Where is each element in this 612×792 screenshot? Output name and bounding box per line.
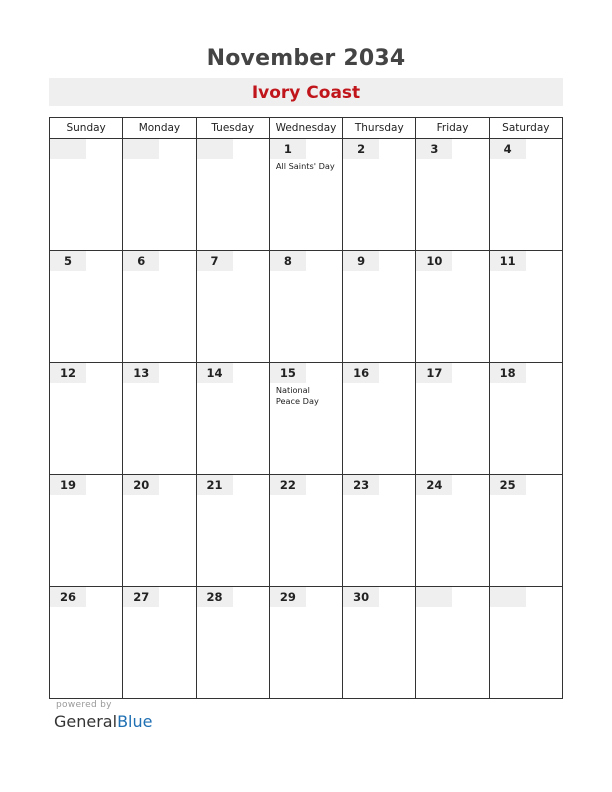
day-cell <box>123 363 196 475</box>
brand-general: General <box>54 712 118 731</box>
day-number: 1 <box>270 139 306 159</box>
day-number: 26 <box>50 587 86 607</box>
day-number <box>197 139 233 159</box>
day-cell <box>50 587 123 699</box>
day-number <box>416 587 452 607</box>
weekday-header-row <box>50 118 563 139</box>
day-cell <box>343 139 416 251</box>
day-cell <box>416 139 489 251</box>
day-number: 29 <box>270 587 306 607</box>
day-cell <box>50 139 123 251</box>
day-number: 12 <box>50 363 86 383</box>
day-number: 19 <box>50 475 86 495</box>
day-cell <box>196 475 269 587</box>
day-cell <box>196 363 269 475</box>
day-cell <box>269 139 342 251</box>
day-number: 11 <box>490 251 526 271</box>
day-cell <box>343 363 416 475</box>
day-cell <box>269 363 342 475</box>
day-number: 22 <box>270 475 306 495</box>
day-cell <box>50 251 123 363</box>
day-number: 5 <box>50 251 86 271</box>
day-number: 17 <box>416 363 452 383</box>
day-number: 8 <box>270 251 306 271</box>
day-cell <box>489 363 562 475</box>
weekday-friday: Friday <box>416 118 489 139</box>
day-cell <box>343 251 416 363</box>
day-cell <box>196 251 269 363</box>
day-cell <box>416 587 489 699</box>
day-cell <box>269 587 342 699</box>
day-number <box>490 587 526 607</box>
day-number: 18 <box>490 363 526 383</box>
day-number: 16 <box>343 363 379 383</box>
day-number: 23 <box>343 475 379 495</box>
day-cell <box>343 475 416 587</box>
weekday-monday: Monday <box>123 118 196 139</box>
weekday-sunday: Sunday <box>50 118 123 139</box>
day-cell <box>416 251 489 363</box>
week-row <box>50 475 563 587</box>
day-number: 24 <box>416 475 452 495</box>
day-cell <box>489 139 562 251</box>
generalblue-logo[interactable] <box>54 712 152 731</box>
day-number: 25 <box>490 475 526 495</box>
day-number <box>123 139 159 159</box>
day-cell <box>123 587 196 699</box>
powered-by-text: powered by <box>56 700 112 710</box>
day-cell <box>50 363 123 475</box>
day-cell <box>489 587 562 699</box>
day-number: 21 <box>197 475 233 495</box>
day-number: 13 <box>123 363 159 383</box>
day-number: 27 <box>123 587 159 607</box>
day-number: 4 <box>490 139 526 159</box>
day-number: 20 <box>123 475 159 495</box>
day-cell <box>416 475 489 587</box>
day-number: 14 <box>197 363 233 383</box>
day-cell <box>416 363 489 475</box>
day-number <box>50 139 86 159</box>
day-number: 2 <box>343 139 379 159</box>
day-number: 9 <box>343 251 379 271</box>
weekday-wednesday: Wednesday <box>269 118 342 139</box>
weekday-thursday: Thursday <box>343 118 416 139</box>
day-number: 7 <box>197 251 233 271</box>
day-cell <box>123 139 196 251</box>
weekday-tuesday: Tuesday <box>196 118 269 139</box>
day-cell <box>123 251 196 363</box>
day-number: 3 <box>416 139 452 159</box>
calendar-grid <box>49 117 563 699</box>
week-row <box>50 251 563 363</box>
day-cell <box>343 587 416 699</box>
day-number: 30 <box>343 587 379 607</box>
brand-blue: Blue <box>117 712 153 731</box>
page-title: November 2034 <box>206 46 406 71</box>
day-cell <box>269 475 342 587</box>
weekday-saturday: Saturday <box>489 118 562 139</box>
day-cell <box>489 251 562 363</box>
day-number: 28 <box>197 587 233 607</box>
day-number: 6 <box>123 251 159 271</box>
week-row <box>50 139 563 251</box>
day-cell <box>123 475 196 587</box>
week-row <box>50 363 563 475</box>
holiday-label: All Saints' Day <box>275 161 335 171</box>
day-cell <box>50 475 123 587</box>
day-cell <box>196 587 269 699</box>
day-cell <box>269 251 342 363</box>
day-cell <box>196 139 269 251</box>
day-number: 10 <box>416 251 452 271</box>
country-name: Ivory Coast <box>251 83 361 103</box>
week-row <box>50 587 563 699</box>
country-banner <box>49 78 563 106</box>
holiday-label: National Peace Day <box>275 385 319 406</box>
day-number: 15 <box>270 363 306 383</box>
day-cell <box>489 475 562 587</box>
